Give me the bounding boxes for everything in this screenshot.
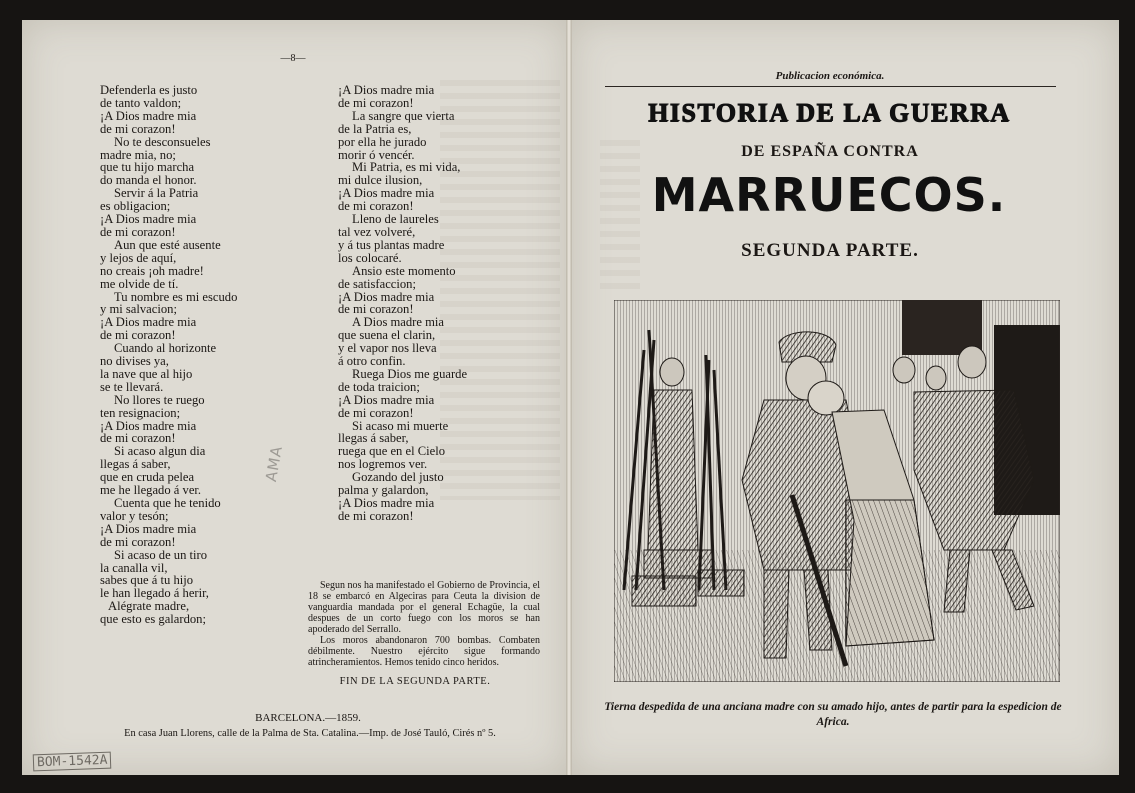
poem-line: valor y tesón; xyxy=(100,508,169,523)
poem-line: de mi corazon! xyxy=(338,199,414,214)
poem-line: y á tus plantas madre xyxy=(338,237,445,252)
news-note-paragraph-1: Segun nos ha manifestado el Gobierno de Provincia, el 18 se embarcó en Algeciras para Ceuta la division de vanguardia mandada por el general Echagüe, la cual despues de un corto fuego con los moros se han apoderado del Serrallo. xyxy=(308,580,540,635)
poem-line: Servir á la Patria xyxy=(114,186,199,201)
poem-line: me he llegado á ver. xyxy=(100,483,202,498)
poem-line: de la Patria es, xyxy=(338,121,412,136)
poem-line: do manda el honor. xyxy=(100,173,197,188)
poem-line: Mi Patria, es mi vida, xyxy=(352,160,461,175)
poem-line: llegas á saber, xyxy=(338,431,409,446)
poem-line: ¡A Dios madre mia xyxy=(338,83,435,97)
poem-line: madre mia, no; xyxy=(100,147,176,162)
poem-line: Cuando al horizonte xyxy=(114,341,217,356)
poem-line: que tu hijo marcha xyxy=(100,160,195,175)
poem-line: Lleno de laureles xyxy=(352,212,439,227)
poem-line: y el vapor nos lleva xyxy=(338,341,437,356)
poem-line: de toda traicion; xyxy=(338,379,420,394)
poem-line: A Dios madre mia xyxy=(352,315,444,330)
main-title: HISTORIA DE LA GUERRA xyxy=(647,98,1011,127)
poem-line: Defenderla es justo xyxy=(100,83,198,97)
poem-line: ¡A Dios madre mia xyxy=(100,212,197,227)
poem-line: llegas á saber, xyxy=(100,457,171,472)
news-note xyxy=(308,580,540,668)
poem-line: ¡A Dios madre mia xyxy=(100,521,197,536)
poem-line: ¡A Dios madre mia xyxy=(338,289,435,304)
poem-line: No llores te ruego xyxy=(114,392,205,407)
poem-line: sabes que á tu hijo xyxy=(100,573,194,588)
poem-line: de mi corazon! xyxy=(338,405,414,420)
poem-line: de mi corazon! xyxy=(338,302,414,317)
poem-line: por ella he jurado xyxy=(338,134,427,149)
news-note-paragraph-2: Los moros abandonaron 700 bombas. Combaten débilmente. Nuestro ejército sigue formando atrincheramientos. Hemos tenido cinco heridos. xyxy=(308,635,540,668)
poem-line: Tu nombre es mi escudo xyxy=(114,289,238,304)
poem-line: de mi corazon! xyxy=(100,224,176,239)
poem-line: Ansio este momento xyxy=(352,263,456,278)
poem-line: ¡A Dios madre mia xyxy=(338,186,435,201)
page-number: —8— xyxy=(280,53,306,64)
poem-line: de mi corazon! xyxy=(100,431,176,446)
poem-line: ¡A Dios madre mia xyxy=(100,418,197,433)
poem-line: morir ó vencér. xyxy=(338,147,415,162)
poem-line: ruega que en el Cielo xyxy=(338,444,446,459)
poem-line: de tanto valdon; xyxy=(100,95,182,110)
poem-line: ten resignacion; xyxy=(100,405,181,420)
poem-line: mi dulce ilusion, xyxy=(338,173,423,188)
poem-line: tal vez volveré, xyxy=(338,224,416,239)
part-label: SEGUNDA PARTE. xyxy=(741,240,919,261)
poem-line: nos logremos ver. xyxy=(338,457,428,472)
subtitle: DE ESPAÑA CONTRA xyxy=(741,143,919,160)
header-rule xyxy=(605,86,1056,87)
poem-line: de mi corazon! xyxy=(338,508,414,523)
poem-line: ¡A Dios madre mia xyxy=(100,108,197,123)
poem-line: Alégrate madre, xyxy=(108,599,190,614)
poem-line: que en cruda pelea xyxy=(100,470,195,485)
poem-line: Si acaso algun dia xyxy=(114,444,206,459)
engraving-illustration xyxy=(614,300,1060,682)
poem-line: Si acaso mi muerte xyxy=(352,418,449,433)
poem-line: Si acaso de un tiro xyxy=(114,547,208,562)
poem-line: la canalla vil, xyxy=(100,560,168,575)
poem-line: La sangre que vierta xyxy=(352,108,455,123)
poem-line: Ruega Dios me guarde xyxy=(352,366,468,381)
poem-line: le han llegado á herir, xyxy=(100,586,209,601)
poem-line: Gozando del justo xyxy=(352,470,444,485)
poem-line: No te desconsueles xyxy=(114,134,211,149)
imprint-printer: En casa Juan Llorens, calle de la Palma de Sta. Catalina.—Imp. de José Tauló, Cirés nº 5. xyxy=(124,728,496,739)
series-label: Publicacion económica. xyxy=(775,70,885,82)
illustration-caption: Tierna despedida de una anciana madre con su amado hijo, antes de partir para la espedicion de Africa. xyxy=(604,701,1062,728)
poem-line: ¡A Dios madre mia xyxy=(338,392,435,407)
poem-line: y lejos de aquí, xyxy=(100,250,177,265)
poem-line: no divises ya, xyxy=(100,354,169,369)
poem-line: me olvide de tí. xyxy=(100,276,179,291)
poem-column-left xyxy=(100,84,280,626)
poem-line: la nave que al hijo xyxy=(100,366,193,381)
headline-marruecos: MARRUECOS. xyxy=(651,168,1007,222)
poem-line: es obligacion; xyxy=(100,199,171,214)
poem-line: que suena el clarin, xyxy=(338,328,436,343)
poem-line: de satisfaccion; xyxy=(338,276,416,291)
imprint-city-year: BARCELONA.—1859. xyxy=(255,712,361,724)
poem-line: de mi corazon! xyxy=(338,95,414,110)
poem-line: Aun que esté ausente xyxy=(114,237,221,252)
poem-line: á otro confin. xyxy=(338,354,406,369)
poem-line: y mi salvacion; xyxy=(100,302,177,317)
library-stamp: AMA xyxy=(262,444,287,484)
poem-line: de mi corazon! xyxy=(100,121,176,136)
poem-line: no creais ¡oh madre! xyxy=(100,263,204,278)
end-of-part-line: FIN DE LA SEGUNDA PARTE. xyxy=(339,676,491,687)
poem-column-right xyxy=(338,84,548,523)
poem-line: ¡A Dios madre mia xyxy=(100,315,197,330)
poem-line: ¡A Dios madre mia xyxy=(338,496,435,510)
poem-line: que esto es galardon; xyxy=(100,612,206,627)
poem-line: de mi corazon! xyxy=(100,534,176,549)
poem-line: se te llevará. xyxy=(100,379,164,394)
poem-line: palma y galardon, xyxy=(338,483,429,498)
poem-line: los colocaré. xyxy=(338,250,402,265)
page-fold xyxy=(566,20,572,775)
shelfmark-pencil: BOM-1542A xyxy=(33,752,112,772)
poem-line: de mi corazon! xyxy=(100,328,176,343)
poem-line: Cuenta que he tenido xyxy=(114,496,221,510)
